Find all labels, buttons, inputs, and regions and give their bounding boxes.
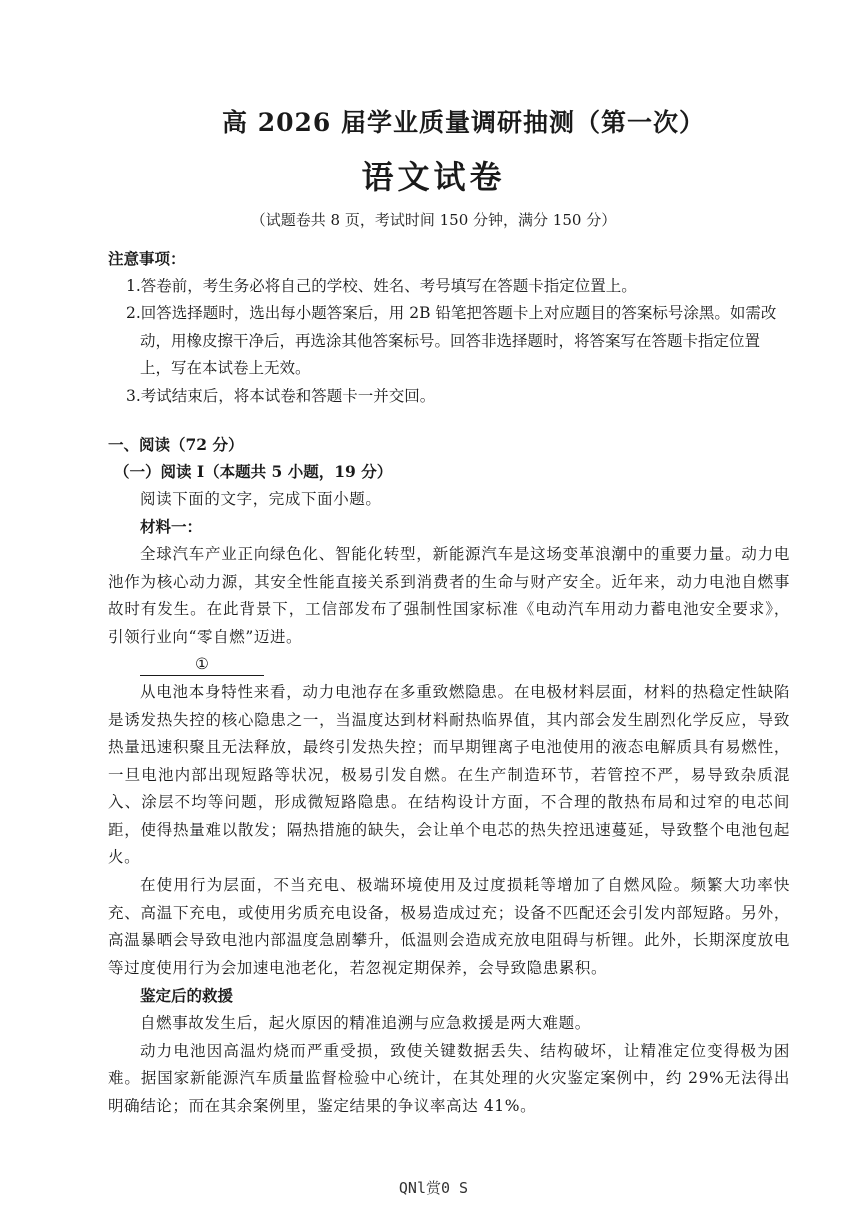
exam-body bbox=[108, 245, 790, 1120]
notice-item: 3.考试结束后，将本试卷和答题卡一并交回。 bbox=[126, 386, 436, 405]
bold-heading: 鉴定后的救援 bbox=[140, 986, 234, 1006]
paragraph: 在使用行为层面，不当充电、极端环境使用及过度损耗等增加了自燃风险。频繁大功率快充、高温下充电，或使用劣质充电设备，极易造成过充；设备不匹配还会引发内部短路。另外，高温暴晒会导致电池内部温度急剧攀升，低温则会造成充放电阻碍与析锂。此外，长期深度放电等过度使用行为会加速电池老化，若忽视定期保养，会导致隐患累积。 bbox=[108, 876, 790, 977]
blank-heading-line bbox=[108, 651, 790, 679]
blank-marker: ① bbox=[140, 653, 264, 676]
notice-item: 2.回答选择题时，选出每小题答案后，用 2B 铅笔把答题卡上对应题目的答案标号涂黑。如需改动，用橡皮擦干净后，再选涂其他答案标号。回答非选择题时，将答案写在答题卡指定位置上，写在本试卷上无效。 bbox=[126, 304, 777, 378]
paragraph: 从电池本身特性来看，动力电池存在多重致燃隐患。在电极材料层面，材料的热稳定性缺陷是诱发热失控的核心隐患之一，当温度达到材料耐热临界值，其内部会发生剧烈化学反应，导致热量迅速积聚且无法释放，最终引发热失控；而早期锂离子电池使用的液态电解质具有易燃性，一旦电池内部出现短路等状况，极易引发自燃。在生产制造环节，若管控不严，易导致杂质混入、涂层不均等问题，形成微短路隐患。在结构设计方面，不合理的散热布局和过窄的电芯间距，使得热量难以散发；隔热措施的缺失，会让单个电芯的热失控迅速蔓延，导致整个电池包起火。 bbox=[108, 682, 790, 867]
exam-title: 高 2026 届学业质量调研抽测（第一次） bbox=[222, 108, 705, 137]
paragraph: 动力电池因高温灼烧而严重受损，致使关键数据丢失、结构破坏，让精准定位变得极为困难。据国家新能源汽车质量监督检验中心统计，在其处理的火灾鉴定案例中，约 29%无法得出明确结论；而在其余案例里，鉴定结果的争议率高达 41%。 bbox=[108, 1041, 790, 1115]
spacer bbox=[108, 411, 790, 431]
notice-item: 1.答卷前，考生务必将自己的学校、姓名、考号填写在答题卡指定位置上。 bbox=[126, 276, 637, 295]
paragraph: 全球汽车产业正向绿色化、智能化转型，新能源汽车是这场变革浪潮中的重要力量。动力电池作为核心动力源，其安全性能直接关系到消费者的生命与财产安全。近年来，动力电池自燃事故时有发生。在此背景下，工信部发布了强制性国家标准《电动汽车用动力蓄电池安全要求》，引领行业向“零自燃”迈进。 bbox=[108, 544, 790, 646]
subject-title: 语文试卷 bbox=[361, 158, 506, 196]
instruction: 阅读下面的文字，完成下面小题。 bbox=[140, 489, 382, 508]
section-title: 一、阅读（72 分） bbox=[108, 434, 244, 454]
subsection-title: （一）阅读 I（本题共 5 小题，19 分） bbox=[114, 462, 393, 482]
material-label: 材料一： bbox=[140, 517, 203, 537]
page-code: QNl赏0 S bbox=[398, 1179, 469, 1197]
exam-info: （试题卷共 8 页，考试时间 150 分钟，满分 150 分） bbox=[250, 211, 617, 229]
notice-title: 注意事项： bbox=[108, 249, 186, 268]
paragraph: 自燃事故发生后，起火原因的精准追溯与应急救援是两大难题。 bbox=[140, 1014, 591, 1033]
